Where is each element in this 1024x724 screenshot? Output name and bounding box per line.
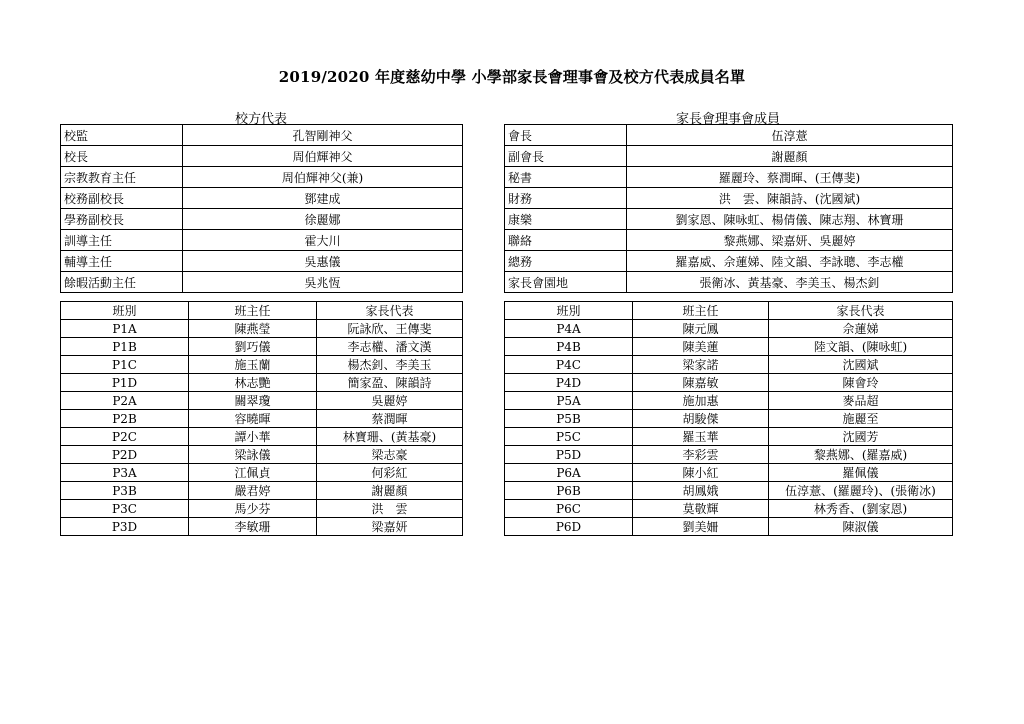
class-cell: P3A xyxy=(61,464,189,482)
class-cell: P4B xyxy=(505,338,633,356)
school-rep-row xyxy=(61,167,463,188)
class-row xyxy=(505,428,953,446)
teacher-cell: 梁家諾 xyxy=(633,356,769,374)
document-title: 2019/2020 年度慈幼中學 小學部家長會理事會及校方代表成員名單 xyxy=(278,68,746,86)
class-cell: P4C xyxy=(505,356,633,374)
parent-rep-cell: 梁志豪 xyxy=(317,446,463,464)
class-cell: P6D xyxy=(505,518,633,536)
class-row xyxy=(505,410,953,428)
parent-rep-cell: 簡家盈、陳韻詩 xyxy=(317,374,463,392)
teacher-cell: 陳嘉敏 xyxy=(633,374,769,392)
school-rep-row xyxy=(61,272,463,293)
name-cell: 周伯輝神父(兼) xyxy=(183,167,463,188)
parent-rep-cell: 佘蓮娣 xyxy=(769,320,953,338)
school-rep-row xyxy=(61,209,463,230)
role-cell: 校務副校長 xyxy=(61,188,183,209)
class-cell: P6A xyxy=(505,464,633,482)
class-row xyxy=(61,374,463,392)
class-row xyxy=(61,446,463,464)
role-cell: 秘書 xyxy=(505,167,627,188)
role-cell: 聯絡 xyxy=(505,230,627,251)
council-row xyxy=(505,125,953,146)
council-row xyxy=(505,188,953,209)
class-cell: P4A xyxy=(505,320,633,338)
parent-rep-cell: 羅佩儀 xyxy=(769,464,953,482)
name-cell: 周伯輝神父 xyxy=(183,146,463,167)
class-row xyxy=(505,374,953,392)
class-row xyxy=(61,320,463,338)
teacher-cell: 羅玉華 xyxy=(633,428,769,446)
class-header-row xyxy=(61,302,463,320)
school-reps-heading: 校方代表 xyxy=(234,112,287,127)
teacher-cell: 容曉暉 xyxy=(189,410,317,428)
name-cell: 謝麗顏 xyxy=(627,146,953,167)
class-cell: P2C xyxy=(61,428,189,446)
name-cell: 孔智剛神父 xyxy=(183,125,463,146)
school-rep-row xyxy=(61,146,463,167)
class-cell: P1B xyxy=(61,338,189,356)
class-row xyxy=(505,518,953,536)
teacher-cell: 李敏珊 xyxy=(189,518,317,536)
school-rep-row xyxy=(61,230,463,251)
parent-rep-cell: 蔡潤暉 xyxy=(317,410,463,428)
role-cell: 家長會園地 xyxy=(505,272,627,293)
class-cell: P5A xyxy=(505,392,633,410)
school-rep-row xyxy=(61,251,463,272)
class-row xyxy=(505,500,953,518)
parent-rep-cell: 阮詠欣、王傳斐 xyxy=(317,320,463,338)
class-cell: P1D xyxy=(61,374,189,392)
role-cell: 宗教教育主任 xyxy=(61,167,183,188)
parent-rep-cell: 楊杰釗、李美玉 xyxy=(317,356,463,374)
column-header: 班別 xyxy=(505,302,633,320)
name-cell: 吳惠儀 xyxy=(183,251,463,272)
column-header: 家長代表 xyxy=(317,302,463,320)
role-cell: 輔導主任 xyxy=(61,251,183,272)
class-row xyxy=(61,464,463,482)
role-cell: 總務 xyxy=(505,251,627,272)
column-header: 家長代表 xyxy=(769,302,953,320)
teacher-cell: 施加惠 xyxy=(633,392,769,410)
parent-rep-cell: 何彩紅 xyxy=(317,464,463,482)
parent-rep-cell: 吳麗婷 xyxy=(317,392,463,410)
teacher-cell: 梁詠儀 xyxy=(189,446,317,464)
teacher-cell: 莫敬輝 xyxy=(633,500,769,518)
parent-rep-cell: 黎燕娜、(羅嘉威) xyxy=(769,446,953,464)
class-reps-table-right xyxy=(504,301,953,536)
class-row xyxy=(505,446,953,464)
name-cell: 黎燕娜、梁嘉妍、吳麗婷 xyxy=(627,230,953,251)
class-row xyxy=(61,482,463,500)
class-row xyxy=(505,320,953,338)
parent-rep-cell: 李志權、潘文漢 xyxy=(317,338,463,356)
role-cell: 會長 xyxy=(505,125,627,146)
teacher-cell: 譚小華 xyxy=(189,428,317,446)
name-cell: 吳兆恆 xyxy=(183,272,463,293)
teacher-cell: 李彩雲 xyxy=(633,446,769,464)
class-row xyxy=(505,482,953,500)
teacher-cell: 陳元鳳 xyxy=(633,320,769,338)
class-row xyxy=(505,338,953,356)
class-header-row xyxy=(505,302,953,320)
class-row xyxy=(505,464,953,482)
role-cell: 學務副校長 xyxy=(61,209,183,230)
parent-rep-cell: 洪 雲 xyxy=(317,500,463,518)
class-cell: P1C xyxy=(61,356,189,374)
class-cell: P3D xyxy=(61,518,189,536)
class-cell: P2A xyxy=(61,392,189,410)
school-rep-row xyxy=(61,125,463,146)
teacher-cell: 馬少芬 xyxy=(189,500,317,518)
class-row xyxy=(505,392,953,410)
parent-rep-cell: 謝麗顏 xyxy=(317,482,463,500)
council-row xyxy=(505,209,953,230)
column-header: 班別 xyxy=(61,302,189,320)
parent-rep-cell: 麥品超 xyxy=(769,392,953,410)
teacher-cell: 嚴君婷 xyxy=(189,482,317,500)
teacher-cell: 劉美姍 xyxy=(633,518,769,536)
teacher-cell: 胡鳳娥 xyxy=(633,482,769,500)
name-cell: 羅麗玲、蔡潤暉、(王傳斐) xyxy=(627,167,953,188)
class-row xyxy=(61,338,463,356)
teacher-cell: 施玉蘭 xyxy=(189,356,317,374)
role-cell: 副會長 xyxy=(505,146,627,167)
parent-rep-cell: 施麗至 xyxy=(769,410,953,428)
name-cell: 霍大川 xyxy=(183,230,463,251)
parent-rep-cell: 林寶珊、(黃基豪) xyxy=(317,428,463,446)
teacher-cell: 劉巧儀 xyxy=(189,338,317,356)
name-cell: 張衛冰、黃基豪、李美玉、楊杰釗 xyxy=(627,272,953,293)
class-row xyxy=(61,518,463,536)
class-cell: P2D xyxy=(61,446,189,464)
column-header: 班主任 xyxy=(633,302,769,320)
class-row xyxy=(505,356,953,374)
name-cell: 徐麗娜 xyxy=(183,209,463,230)
council-row xyxy=(505,251,953,272)
class-cell: P5B xyxy=(505,410,633,428)
teacher-cell: 關翠瓊 xyxy=(189,392,317,410)
teacher-cell: 陳小紅 xyxy=(633,464,769,482)
role-cell: 餘暇活動主任 xyxy=(61,272,183,293)
class-row xyxy=(61,410,463,428)
class-cell: P4D xyxy=(505,374,633,392)
role-cell: 康樂 xyxy=(505,209,627,230)
class-row xyxy=(61,392,463,410)
class-cell: P1A xyxy=(61,320,189,338)
class-cell: P2B xyxy=(61,410,189,428)
name-cell: 劉家恩、陳咏虹、楊倩儀、陳志翔、林寶珊 xyxy=(627,209,953,230)
class-cell: P3B xyxy=(61,482,189,500)
council-row xyxy=(505,146,953,167)
role-cell: 財務 xyxy=(505,188,627,209)
class-row xyxy=(61,500,463,518)
parent-rep-cell: 沈國芳 xyxy=(769,428,953,446)
teacher-cell: 胡駿傑 xyxy=(633,410,769,428)
role-cell: 校長 xyxy=(61,146,183,167)
council-row xyxy=(505,272,953,293)
parent-council-heading: 家長會理事會成員 xyxy=(675,112,780,127)
class-cell: P3C xyxy=(61,500,189,518)
parent-rep-cell: 梁嘉妍 xyxy=(317,518,463,536)
school-rep-row xyxy=(61,188,463,209)
name-cell: 羅嘉威、佘蓮娣、陸文韻、李詠聰、李志權 xyxy=(627,251,953,272)
class-reps-table-left xyxy=(60,301,463,536)
parent-rep-cell: 陳會玲 xyxy=(769,374,953,392)
teacher-cell: 江佩貞 xyxy=(189,464,317,482)
teacher-cell: 陳美蓮 xyxy=(633,338,769,356)
name-cell: 鄧建成 xyxy=(183,188,463,209)
teacher-cell: 陳燕瑩 xyxy=(189,320,317,338)
parent-council-table xyxy=(504,124,953,293)
class-cell: P6C xyxy=(505,500,633,518)
parent-rep-cell: 林秀香、(劉家恩) xyxy=(769,500,953,518)
class-row xyxy=(61,356,463,374)
name-cell: 洪 雲、陳韻詩、(沈國斌) xyxy=(627,188,953,209)
council-row xyxy=(505,167,953,188)
parent-rep-cell: 伍淳薏、(羅麗玲)、(張衛冰) xyxy=(769,482,953,500)
class-row xyxy=(61,428,463,446)
parent-rep-cell: 陳淑儀 xyxy=(769,518,953,536)
class-cell: P5D xyxy=(505,446,633,464)
role-cell: 校監 xyxy=(61,125,183,146)
role-cell: 訓導主任 xyxy=(61,230,183,251)
parent-rep-cell: 沈國斌 xyxy=(769,356,953,374)
class-cell: P5C xyxy=(505,428,633,446)
teacher-cell: 林志艷 xyxy=(189,374,317,392)
council-row xyxy=(505,230,953,251)
name-cell: 伍淳薏 xyxy=(627,125,953,146)
class-cell: P6B xyxy=(505,482,633,500)
school-reps-table xyxy=(60,124,463,293)
column-header: 班主任 xyxy=(189,302,317,320)
parent-rep-cell: 陸文韻、(陳咏虹) xyxy=(769,338,953,356)
